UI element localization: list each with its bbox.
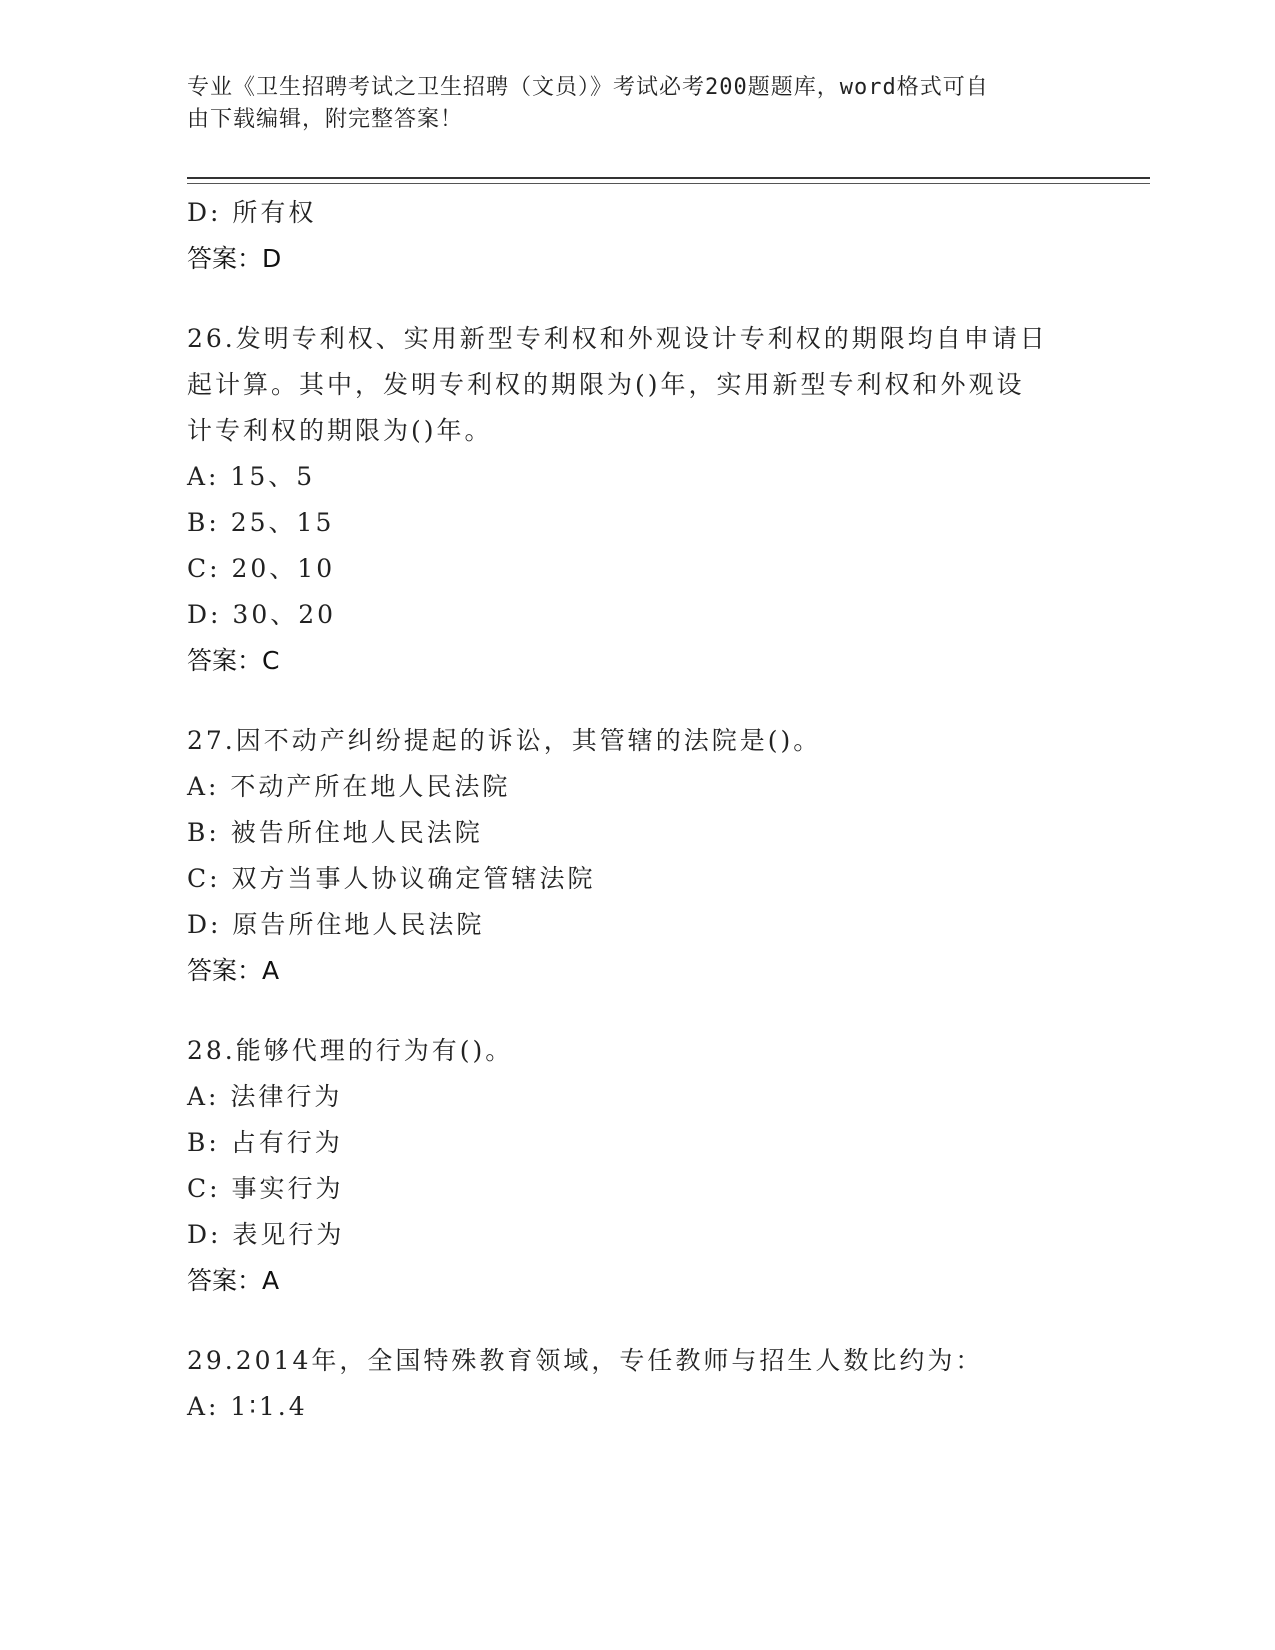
option-d: D: 原告所住地人民法院 — [187, 910, 485, 939]
option-d: D: 30、20 — [187, 600, 337, 629]
question-list — [187, 190, 1087, 1430]
question-stem-line: 起计算。其中，发明专利权的期限为()年，实用新型专利权和外观设 — [187, 370, 1025, 399]
header-divider-thin — [187, 183, 1150, 184]
question-28 — [187, 1028, 1087, 1304]
option-a: A: 15、5 — [187, 462, 316, 491]
option-d: D: 所有权 — [187, 198, 317, 227]
option-b: B: 占有行为 — [187, 1128, 343, 1157]
answer-line: 答案：C — [187, 646, 280, 675]
answer-line: 答案：A — [187, 1266, 280, 1295]
question-stem-line: 28.能够代理的行为有()。 — [187, 1036, 514, 1065]
question-stem-line: 29.2014年，全国特殊教育领域，专任教师与招生人数比约为： — [187, 1346, 984, 1375]
question-26 — [187, 316, 1087, 684]
question-stem-line: 27.因不动产纠纷提起的诉讼，其管辖的法院是()。 — [187, 726, 822, 755]
answer-line: 答案：D — [187, 244, 282, 273]
question-27 — [187, 718, 1087, 994]
document-header — [187, 72, 1067, 136]
question-29 — [187, 1338, 1087, 1430]
option-c: C: 双方当事人协议确定管辖法院 — [187, 864, 596, 893]
header-divider-thick — [187, 177, 1150, 179]
option-a: A: 1∶1.4 — [187, 1392, 308, 1421]
header-line-1: 专业《卫生招聘考试之卫生招聘（文员）》考试必考200题题库，word格式可自 — [187, 75, 989, 100]
option-b: B: 被告所住地人民法院 — [187, 818, 483, 847]
option-d: D: 表见行为 — [187, 1220, 345, 1249]
question-stem-line: 26.发明专利权、实用新型专利权和外观设计专利权的期限均自申请日 — [187, 324, 1048, 353]
header-line-2: 由下载编辑，附完整答案！ — [187, 107, 464, 132]
answer-line: 答案：A — [187, 956, 280, 985]
option-a: A: 不动产所在地人民法院 — [187, 772, 511, 801]
previous-question-tail — [187, 190, 1087, 282]
option-c: C: 20、10 — [187, 554, 336, 583]
question-stem-line: 计专利权的期限为()年。 — [187, 416, 493, 445]
option-a: A: 法律行为 — [187, 1082, 343, 1111]
option-b: B: 25、15 — [187, 508, 335, 537]
option-c: C: 事实行为 — [187, 1174, 344, 1203]
